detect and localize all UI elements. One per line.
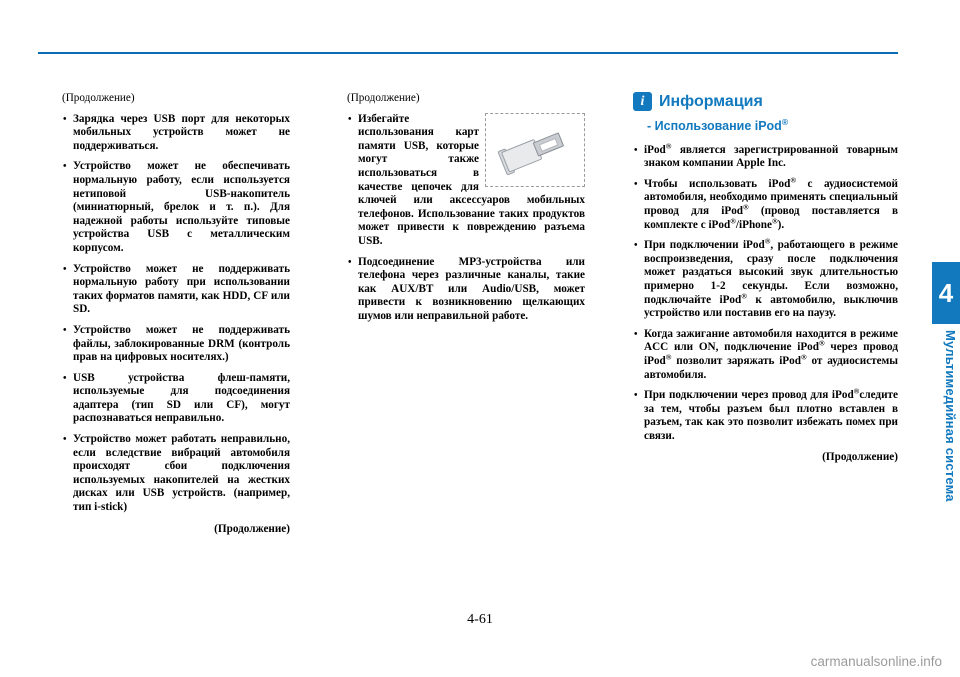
list-item: • При подключении через провод для iPod®следите за тем, чтобы разъем был плотно вставлен в разъем, так как это позволит избежать помех при связи.: [633, 389, 898, 443]
list-item: • Когда зажигание автомобиля находится в режиме ACC или ON, подключение iPod® через провод iPod® позволит заряжать iPod® от аудиосистемы автомобиля.: [633, 328, 898, 382]
information-icon: i: [633, 92, 652, 111]
column-three: [633, 92, 898, 476]
list-item: • Избегайте использования карт памяти USB, которые могут также использоваться в качестве цепочек для ключей или аксессуаров мобильных телефонов. Использование таких продуктов может привести к повреждению разъема USB.: [347, 113, 585, 249]
page-number: 4-61: [467, 612, 493, 627]
column-one: [62, 92, 290, 547]
list-item: • Устройство может не поддерживать нормальную работу при использовании таких форматов памяти, как HDD, CF или SD.: [62, 263, 290, 317]
information-subtitle: - Использование iPod®: [647, 116, 789, 133]
continuation-footer: (Продолжение): [822, 451, 898, 464]
continuation-footer: (Продолжение): [214, 522, 290, 535]
watermark: carmanualsonline.info: [810, 654, 942, 669]
list-item: • При подключении iPod®, работающего в режиме воспроизведения, сразу после подключения может раздаться высокий звук длительностью примерно 1-2 секунды. Если возможно, подключайте iPod® к автомобилю, выключив устройство или поставив его на паузу.: [633, 239, 898, 321]
information-heading: [633, 92, 898, 111]
header-rule: [38, 52, 898, 54]
bullet-list-three: [633, 140, 899, 444]
bullet-list-one: [62, 113, 290, 515]
column-two: [347, 92, 585, 331]
chapter-tab-number: 4: [932, 262, 960, 324]
continuation-heading: (Продолжение): [347, 92, 420, 104]
information-title: Информация: [659, 92, 763, 110]
continuation-heading: (Продолжение): [62, 92, 135, 104]
list-item: • Устройство может не поддерживать файлы, заблокированные DRM (контроль прав на цифровых носителях.): [62, 324, 290, 365]
list-item: • Устройство может не обеспечивать нормальную работу, если используется нетиповой USB-накопитель (миниатюрный, брелок и т. п.). Для надежной работы используйте типовые устройства USB с металлическим корпусом.: [62, 160, 290, 255]
list-item: • Чтобы использовать iPod® с аудиосистемой автомобиля, необходимо применять специальный провод для iPod® (провод поставляется в комплекте с iPod®/iPhone®).: [633, 178, 898, 232]
list-item: • iPod® является зарегистрированной товарным знаком компании Apple Inc.: [633, 144, 898, 171]
chapter-tab-label: Мультимедийная система: [943, 330, 958, 502]
list-item: • Зарядка через USB порт для некоторых мобильных устройств может не поддерживаться.: [62, 113, 290, 154]
bullet-list-two: [347, 113, 585, 324]
list-item: • Подсоединение MP3-устройства или телефона через различные каналы, такие как AUX/BT или Audio/USB, может привести к возникновению щелкающих шумов или неправильной работе.: [347, 256, 585, 324]
list-item: • Устройство может работать неправильно, если вследствие вибраций автомобиля происходят сбои подключения используемых накопителей на жестких дисках или USB устройств. (например, тип i-stick): [62, 433, 290, 515]
list-item: • USB устройства флеш-памяти, используемые для подсоединения адаптера (тип SD или CF), могут распознаваться неправильно.: [62, 372, 290, 426]
